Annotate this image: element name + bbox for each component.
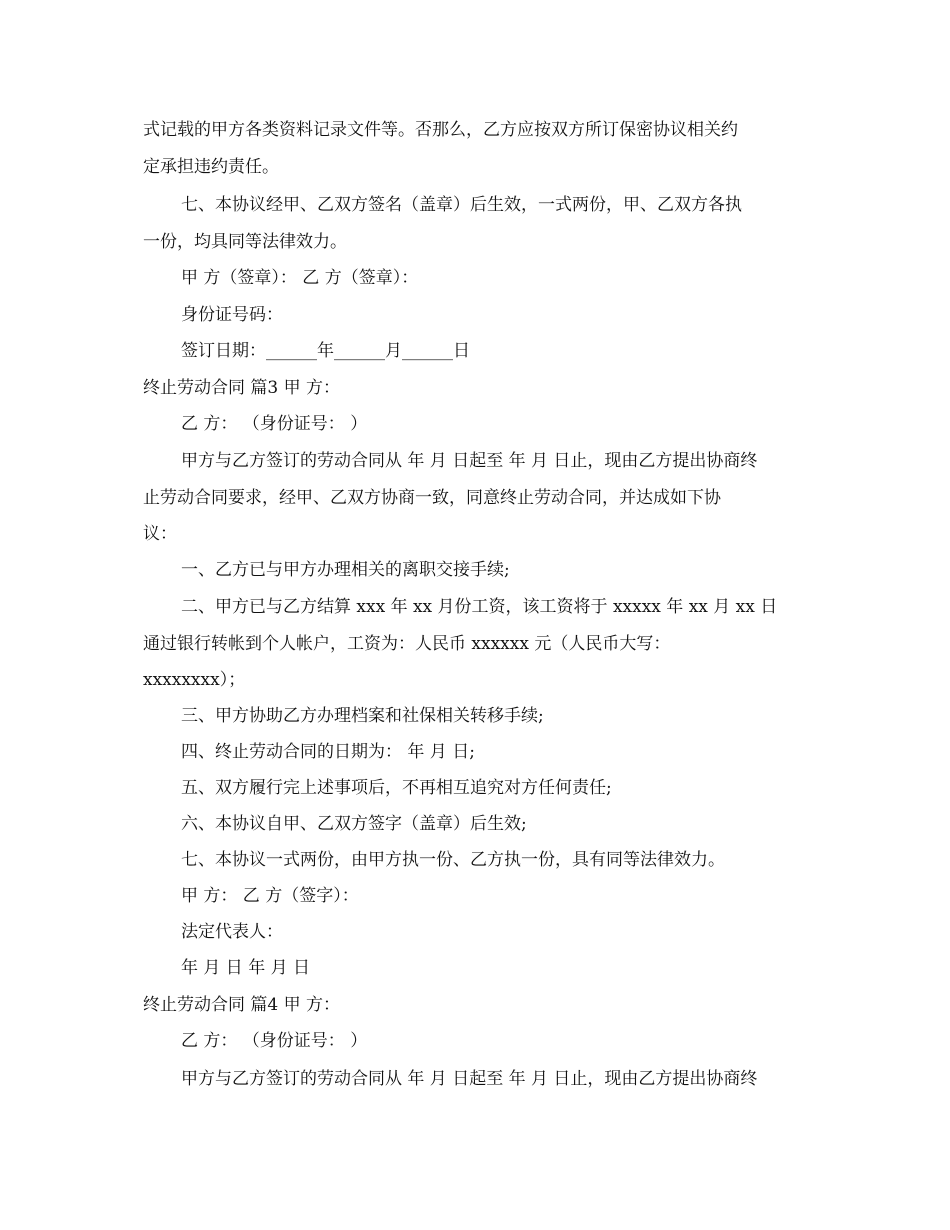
clause-line: 六、本协议自甲、乙双方签字（盖章）后生效;	[181, 814, 527, 834]
paragraph-line: 定承担违约责任。	[143, 157, 279, 177]
clause-line: 三、甲方协助乙方办理档案和社保相关转移手续;	[181, 706, 544, 726]
paragraph-line: 甲方与乙方签订的劳动合同从 年 月 日起至 年 月 日止，现由乙方提出协商终	[181, 451, 758, 471]
date-line: 年 月 日 年 月 日	[181, 958, 311, 978]
paragraph-line: 七、本协议经甲、乙双方签名（盖章）后生效，一式两份，甲、乙双方各执	[181, 195, 742, 215]
representative-line: 法定代表人：	[181, 922, 283, 942]
clause-line: 四、终止劳动合同的日期为： 年 月 日;	[181, 742, 475, 762]
sign-date-line: 签订日期：______年______月______日	[181, 341, 470, 361]
clause-line: 一、乙方已与甲方办理相关的离职交接手续;	[181, 560, 510, 580]
clause-line: 五、双方履行完上述事项后，不再相互追究对方任何责任;	[181, 778, 612, 798]
paragraph-line: 甲方与乙方签订的劳动合同从 年 月 日起至 年 月 日止，现由乙方提出协商终	[181, 1069, 758, 1089]
signature-line: 甲 方（签章）： 乙 方（签章）：	[181, 268, 419, 288]
party-line: 乙 方： （身份证号： ）	[181, 414, 368, 434]
paragraph-line: 止劳动合同要求，经甲、乙双方协商一致，同意终止劳动合同，并达成如下协	[143, 488, 721, 508]
paragraph-line: 一份，均具同等法律效力。	[143, 232, 347, 252]
clause-line: 通过银行转帐到个人帐户，工资为：人民币 xxxxxx 元（人民币大写：	[143, 634, 671, 654]
signature-line: 甲 方： 乙 方（签字）：	[181, 886, 359, 906]
id-number-line: 身份证号码：	[181, 305, 283, 325]
clause-line: xxxxxxxx）；	[143, 670, 246, 690]
paragraph-line: 议：	[143, 524, 177, 544]
clause-line: 二、甲方已与乙方结算 xxx 年 xx 月份工资，该工资将于 xxxxx 年 xx 月 xx 日	[181, 597, 778, 617]
section-heading: 终止劳动合同 篇3 甲 方：	[143, 378, 341, 398]
party-line: 乙 方： （身份证号： ）	[181, 1031, 368, 1051]
clause-line: 七、本协议一式两份，由甲方执一份、乙方执一份，具有同等法律效力。	[181, 850, 725, 870]
section-heading: 终止劳动合同 篇4 甲 方：	[143, 995, 341, 1015]
paragraph-line: 式记载的甲方各类资料记录文件等。否那么，乙方应按双方所订保密协议相关约	[143, 120, 738, 140]
